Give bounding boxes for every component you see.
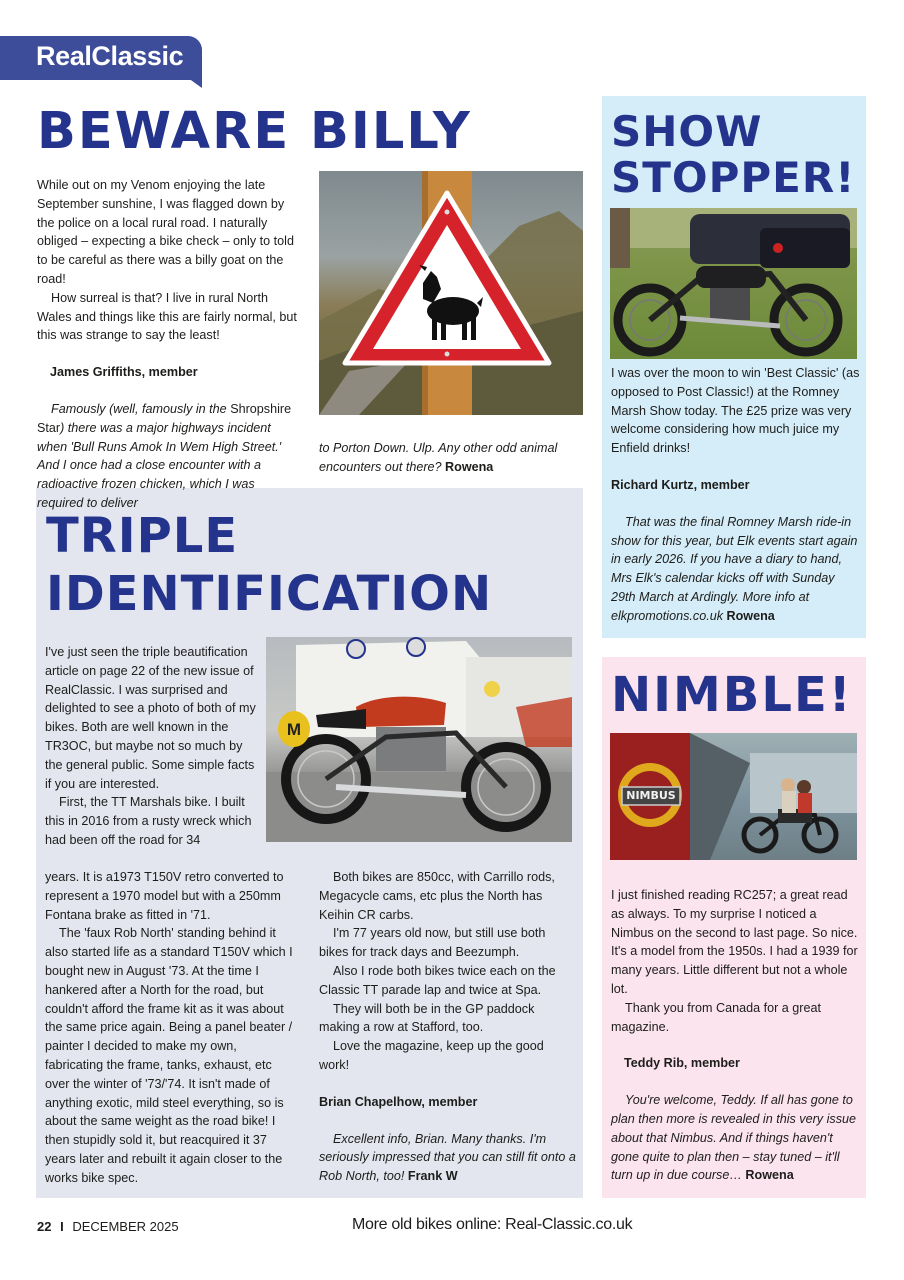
triple-identification-headline: TRIPLE IDENTIFICATION	[46, 508, 493, 622]
issue-date: DECEMBER 2025	[72, 1219, 179, 1234]
letter-paragraph: They will both be in the GP paddock making a row at Stafford, too.	[319, 1001, 535, 1035]
goat-sign-illustration	[319, 171, 583, 415]
letter-paragraph: years. It is a1973 T150V retro converted to represent a 1970 model but with a 250mm Fontana brake as fitted in '71.	[45, 870, 284, 922]
motorcycle-illustration	[610, 208, 857, 359]
beware-billy-letter	[37, 176, 301, 513]
nimble-headline: NIMBLE!	[611, 667, 853, 723]
letter-paragraph: The 'faux Rob North' standing behind it also started life as a standard T150V which I bought new in August '73. At the time I hankered after a North for the road, but couldn't afford the frame kit as it was about the same price again. Being a panel beater / painter I decided to make my own, fabricating the frame, tanks, exhaust, etc over the winter of '73/'74. It isn't made of anything exotic, mild steel everything, so is about the same weight as the road bike! I then stupidly sold it, but reacquired it 37 years later and rebuilt it again closer to the works bike spec.	[45, 926, 293, 1185]
triumph-triples-photo	[266, 637, 572, 842]
letter-paragraph: While out on my Venom enjoying the late September sunshine, I was flagged down by the police on a local rural road. I naturally obliged – expecting a bike check – only to told to be careful as there was a billy goat on the road!	[37, 178, 294, 286]
editor-reply: You're welcome, Teddy. If all has gone to plan then more is revealed in this very issue about that Nimbus. And if things haven't gone quite to plan then – stay tuned – it'll turn up in due course… Rowena	[611, 1093, 857, 1183]
website-link[interactable]: More old bikes online: Real-Classic.co.uk	[352, 1216, 633, 1233]
logo-text: RealClassic	[36, 41, 184, 71]
goat-warning-sign-photo	[319, 171, 583, 415]
letter-paragraph: Also I rode both bikes twice each on the Classic TT parade lap and twice at Spa.	[319, 963, 556, 997]
editor-reply: Excellent info, Brian. Many thanks. I'm seriously impressed that you can still fit onto a Rob North, too! Frank W	[319, 1131, 576, 1184]
letter-paragraph: How surreal is that? I live in rural North Wales and things like this are fairly normal, but this was strange to say the least!	[37, 290, 297, 343]
letter-signature: Richard Kurtz, member	[611, 477, 750, 492]
letter-paragraph: First, the TT Marshals bike. I built this in 2016 from a rusty wreck which had been off the road for 34	[45, 795, 252, 847]
letter-paragraph: I'm 77 years old now, but still use both bikes for track days and Beezumph.	[319, 926, 546, 960]
nimbus-poster-label: NIMBUS	[626, 789, 676, 802]
realclassic-logo	[0, 36, 202, 80]
svg-text:M: M	[286, 720, 302, 739]
show-stopper-letter	[611, 364, 861, 626]
triple-letter-col1-bottom	[45, 868, 297, 1188]
letter-signature: Brian Chapelhow, member	[319, 1094, 478, 1109]
letter-paragraph: Thank you from Canada for a great magazine.	[611, 1000, 822, 1034]
beware-billy-headline: BEWARE BILLY	[37, 102, 472, 161]
show-stopper-headline: SHOW STOPPER!	[611, 107, 856, 202]
page-folio	[37, 1219, 179, 1234]
letter-paragraph: I just finished reading RC257; a great read as always. To my surprise I noticed a Nimbus on the second to last page. So nice. It's a model from the 1950s. I had a 1939 for many years. Little different but not a whole lot.	[611, 888, 858, 996]
nimble-letter	[611, 886, 861, 1185]
editor-reply: That was the final Romney Marsh ride-in show for this year, but Elk events start again in early 2026. If you have a diary to hand, Mrs Elk's calendar kicks off with Sunday 29th March at Ardingly. More info at elkpromotions.co.uk Rowena	[611, 514, 858, 623]
letter-paragraph: I've just seen the triple beautification article on page 22 of the new issue of RealClassic. I was surprised and delighted to see a photo of both of my bikes. Both are well known in the TR3OC, but maybe not so much by the general public. Some simple facts if you are interested.	[45, 645, 256, 791]
editor-reply: Famously (well, famously in the Shropshire Star) there was a major highways incident when 'Bull Runs Amok In Wem High Street.' And I once had a close encounter with a radioactive frozen chicken, which I was required to deliver	[37, 401, 292, 510]
letter-signature: James Griffiths, member	[50, 365, 198, 380]
triple-letter-col1-top	[45, 643, 263, 850]
letter-paragraph: Both bikes are 850cc, with Carrillo rods, Megacycle cams, etc plus the North has Keihin CR carbs.	[319, 870, 555, 922]
nimbus-poster-photo	[610, 733, 857, 860]
folio-separator: I	[60, 1219, 64, 1234]
twin-triumph-bikes-illustration	[266, 637, 572, 842]
triple-letter-col2	[319, 868, 577, 1186]
enfield-motorcycle-photo	[610, 208, 857, 359]
letter-signature: Teddy Rib, member	[624, 1056, 740, 1071]
letter-paragraph: Love the magazine, keep up the good work!	[319, 1039, 544, 1072]
letter-paragraph: I was over the moon to win 'Best Classic' (as opposed to Post Classic!) at the Romney Marsh Show today. The £25 prize was very welcome considering how much juice my Enfield drinks!	[611, 366, 860, 456]
editor-reply-continued: to Porton Down. Ulp. Any other odd animal encounters out there? Rowena	[319, 441, 558, 474]
page-number: 22	[37, 1219, 52, 1234]
